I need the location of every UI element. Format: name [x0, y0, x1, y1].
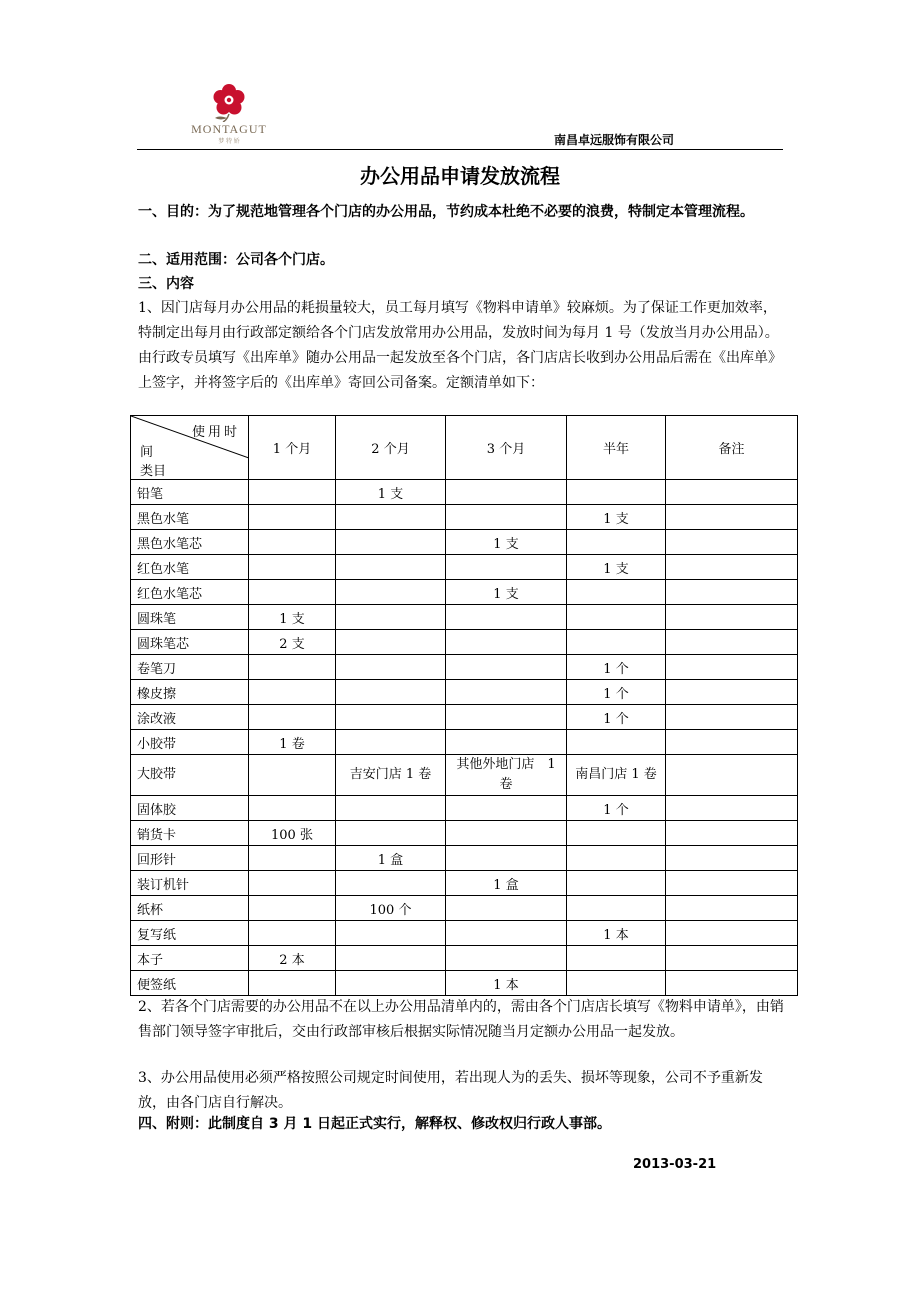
table-row [131, 846, 798, 871]
logo-wordmark: MONTAGUT [191, 122, 267, 136]
quota-cell [567, 971, 666, 996]
quota-cell [446, 680, 567, 705]
quota-cell [446, 605, 567, 630]
quota-cell [336, 821, 446, 846]
quota-cell: 其他外地门店 1 卷 [446, 755, 567, 796]
header-2-months: 2 个月 [336, 416, 446, 480]
quota-cell [567, 630, 666, 655]
quota-cell [249, 530, 336, 555]
quota-cell [666, 480, 798, 505]
quota-cell: 1 个 [567, 680, 666, 705]
quota-cell [336, 630, 446, 655]
quota-cell [446, 480, 567, 505]
quota-cell [249, 921, 336, 946]
quota-cell [336, 655, 446, 680]
table-row [131, 555, 798, 580]
item-name-cell: 卷笔刀 [131, 655, 249, 680]
quota-cell [666, 846, 798, 871]
quota-cell [446, 796, 567, 821]
quota-cell: 1 支 [249, 605, 336, 630]
quota-cell [336, 580, 446, 605]
quota-cell [666, 946, 798, 971]
quota-cell: 2 支 [249, 630, 336, 655]
quota-cell: 南昌门店 1 卷 [567, 755, 666, 796]
quota-cell: 1 支 [567, 555, 666, 580]
quota-cell [446, 655, 567, 680]
quota-cell [666, 705, 798, 730]
table-row [131, 896, 798, 921]
quota-cell [446, 505, 567, 530]
quota-cell [249, 680, 336, 705]
item-name-cell: 红色水笔 [131, 555, 249, 580]
quota-cell [336, 530, 446, 555]
item-name-cell: 回形针 [131, 846, 249, 871]
logo-subtext: 梦 特 娇 [218, 139, 240, 145]
content-item-3: 3、办公用品使用必须严格按照公司规定时间使用，若出现人为的丢失、损坏等现象，公司不予重新发放，由各门店自行解决。 [138, 1070, 763, 1111]
table-row [131, 505, 798, 530]
quota-cell [666, 730, 798, 755]
item-name-cell: 铅笔 [131, 480, 249, 505]
quota-cell: 1 本 [446, 971, 567, 996]
quota-cell: 100 个 [336, 896, 446, 921]
quota-cell [336, 680, 446, 705]
header-1-month: 1 个月 [249, 416, 336, 480]
quota-cell [446, 946, 567, 971]
item-name-cell: 大胶带 [131, 755, 249, 796]
quota-cell [666, 871, 798, 896]
header-half-year: 半年 [567, 416, 666, 480]
quota-cell [666, 605, 798, 630]
table-row [131, 630, 798, 655]
item-name-cell: 本子 [131, 946, 249, 971]
item-name-cell: 纸杯 [131, 896, 249, 921]
quota-cell: 100 张 [249, 821, 336, 846]
corner-label-time: 使用时 [191, 425, 240, 440]
quota-cell [446, 921, 567, 946]
quota-cell [249, 846, 336, 871]
quota-cell [336, 605, 446, 630]
quota-cell: 1 个 [567, 705, 666, 730]
quota-cell [446, 821, 567, 846]
quota-cell: 1 卷 [249, 730, 336, 755]
purpose-section: 一、目的：为了规范地管理各个门店的办公用品，节约成本杜绝不必要的浪费，特制定本管理流程。 [138, 204, 754, 220]
item-name-cell: 圆珠笔芯 [131, 630, 249, 655]
corner-label-category: 类目 [140, 464, 167, 479]
quota-cell [567, 605, 666, 630]
quota-cell [446, 846, 567, 871]
quota-cell [249, 480, 336, 505]
item-name-cell: 销货卡 [131, 821, 249, 846]
quota-cell [446, 630, 567, 655]
company-logo [186, 82, 272, 148]
table-row [131, 821, 798, 846]
table-row [131, 971, 798, 996]
quota-cell [666, 971, 798, 996]
quota-cell [446, 896, 567, 921]
quota-cell: 1 盒 [446, 871, 567, 896]
quota-cell [567, 871, 666, 896]
quota-cell [666, 821, 798, 846]
quota-cell [666, 530, 798, 555]
quota-cell [666, 755, 798, 796]
quota-cell: 2 本 [249, 946, 336, 971]
item-name-cell: 橡皮擦 [131, 680, 249, 705]
table-row [131, 655, 798, 680]
quota-cell [666, 505, 798, 530]
header-divider [137, 149, 783, 150]
quota-cell [249, 705, 336, 730]
quota-cell: 1 盒 [336, 846, 446, 871]
table-row [131, 730, 798, 755]
quota-cell [336, 730, 446, 755]
quota-cell: 吉安门店 1 卷 [336, 755, 446, 796]
quota-cell [666, 580, 798, 605]
quota-cell [666, 555, 798, 580]
item-name-cell: 复写纸 [131, 921, 249, 946]
quota-cell: 1 支 [336, 480, 446, 505]
table-row [131, 946, 798, 971]
document-date: 2013-03-21 [633, 1157, 717, 1172]
quota-cell [249, 971, 336, 996]
quota-cell [666, 655, 798, 680]
table-row [131, 921, 798, 946]
item-name-cell: 小胶带 [131, 730, 249, 755]
table-row [131, 480, 798, 505]
appendix-section: 四、附则：此制度自 3 月 1 日起正式实行，解释权、修改权归行政人事部。 [138, 1116, 611, 1132]
table-row [131, 705, 798, 730]
header-remarks: 备注 [666, 416, 798, 480]
item-name-cell: 圆珠笔 [131, 605, 249, 630]
quota-cell [567, 730, 666, 755]
quota-cell [249, 796, 336, 821]
content-heading: 三、内容 [138, 276, 194, 292]
quota-cell [446, 705, 567, 730]
quota-cell [249, 755, 336, 796]
quota-cell [666, 896, 798, 921]
corner-label-time-2: 间 [140, 445, 154, 460]
quota-cell [249, 871, 336, 896]
quota-cell: 1 支 [567, 505, 666, 530]
quota-cell [249, 655, 336, 680]
table-row [131, 530, 798, 555]
table-row [131, 871, 798, 896]
item-name-cell: 红色水笔芯 [131, 580, 249, 605]
quota-cell [567, 846, 666, 871]
item-name-cell: 固体胶 [131, 796, 249, 821]
flower-icon [186, 82, 272, 122]
quota-cell [567, 946, 666, 971]
table-row [131, 680, 798, 705]
table-row [131, 580, 798, 605]
quota-cell [336, 871, 446, 896]
item-name-cell: 涂改液 [131, 705, 249, 730]
quota-cell: 1 个 [567, 655, 666, 680]
quota-cell [336, 505, 446, 530]
table-row [131, 605, 798, 630]
quota-cell [446, 730, 567, 755]
header-3-months: 3 个月 [446, 416, 567, 480]
quota-cell [567, 480, 666, 505]
table-row [131, 796, 798, 821]
quota-cell [249, 896, 336, 921]
quota-table [130, 415, 798, 996]
quota-cell [567, 580, 666, 605]
scope-section: 二、适用范围：公司各个门店。 [138, 252, 334, 268]
content-item-2: 2、若各个门店需要的办公用品不在以上办公用品清单内的，需由各个门店店长填写《物料申请单》，由销售部门领导签字审批后，交由行政部审核后根据实际情况随当月定额办公用品一起发放。 [138, 999, 784, 1040]
content-item-1: 1、因门店每月办公用品的耗损量较大，员工每月填写《物料申请单》较麻烦。为了保证工作更加效率，特制定出每月由行政部定额给各个门店发放常用办公用品，发放时间为每月 1 号（发放当月办公用品）。由行政专员填写《出库单》随办公用品一起发放至各个门店，各门店店长收到办公用品后需在《出库单》上签字，并将签字后的《出库单》寄回公司备案。定额清单如下： [138, 300, 782, 391]
quota-cell [567, 530, 666, 555]
quota-cell [446, 555, 567, 580]
quota-cell [666, 680, 798, 705]
quota-cell: 1 个 [567, 796, 666, 821]
quota-cell [666, 921, 798, 946]
quota-cell [336, 555, 446, 580]
quota-cell [336, 921, 446, 946]
quota-cell [336, 946, 446, 971]
quota-cell [567, 821, 666, 846]
quota-cell [249, 505, 336, 530]
quota-cell: 1 本 [567, 921, 666, 946]
quota-cell [336, 796, 446, 821]
quota-cell: 1 支 [446, 580, 567, 605]
quota-cell [336, 705, 446, 730]
item-name-cell: 装订机针 [131, 871, 249, 896]
quota-cell [666, 796, 798, 821]
quota-cell [336, 971, 446, 996]
document-title: 办公用品申请发放流程 [360, 164, 560, 188]
table-row [131, 755, 798, 796]
table-header-row [131, 416, 798, 480]
item-name-cell: 黑色水笔 [131, 505, 249, 530]
company-name: 南昌卓远服饰有限公司 [554, 133, 675, 147]
quota-cell [249, 580, 336, 605]
corner-header-cell [131, 416, 249, 480]
quota-cell [567, 896, 666, 921]
item-name-cell: 便签纸 [131, 971, 249, 996]
quota-cell [249, 555, 336, 580]
quota-cell: 1 支 [446, 530, 567, 555]
item-name-cell: 黑色水笔芯 [131, 530, 249, 555]
quota-cell [666, 630, 798, 655]
